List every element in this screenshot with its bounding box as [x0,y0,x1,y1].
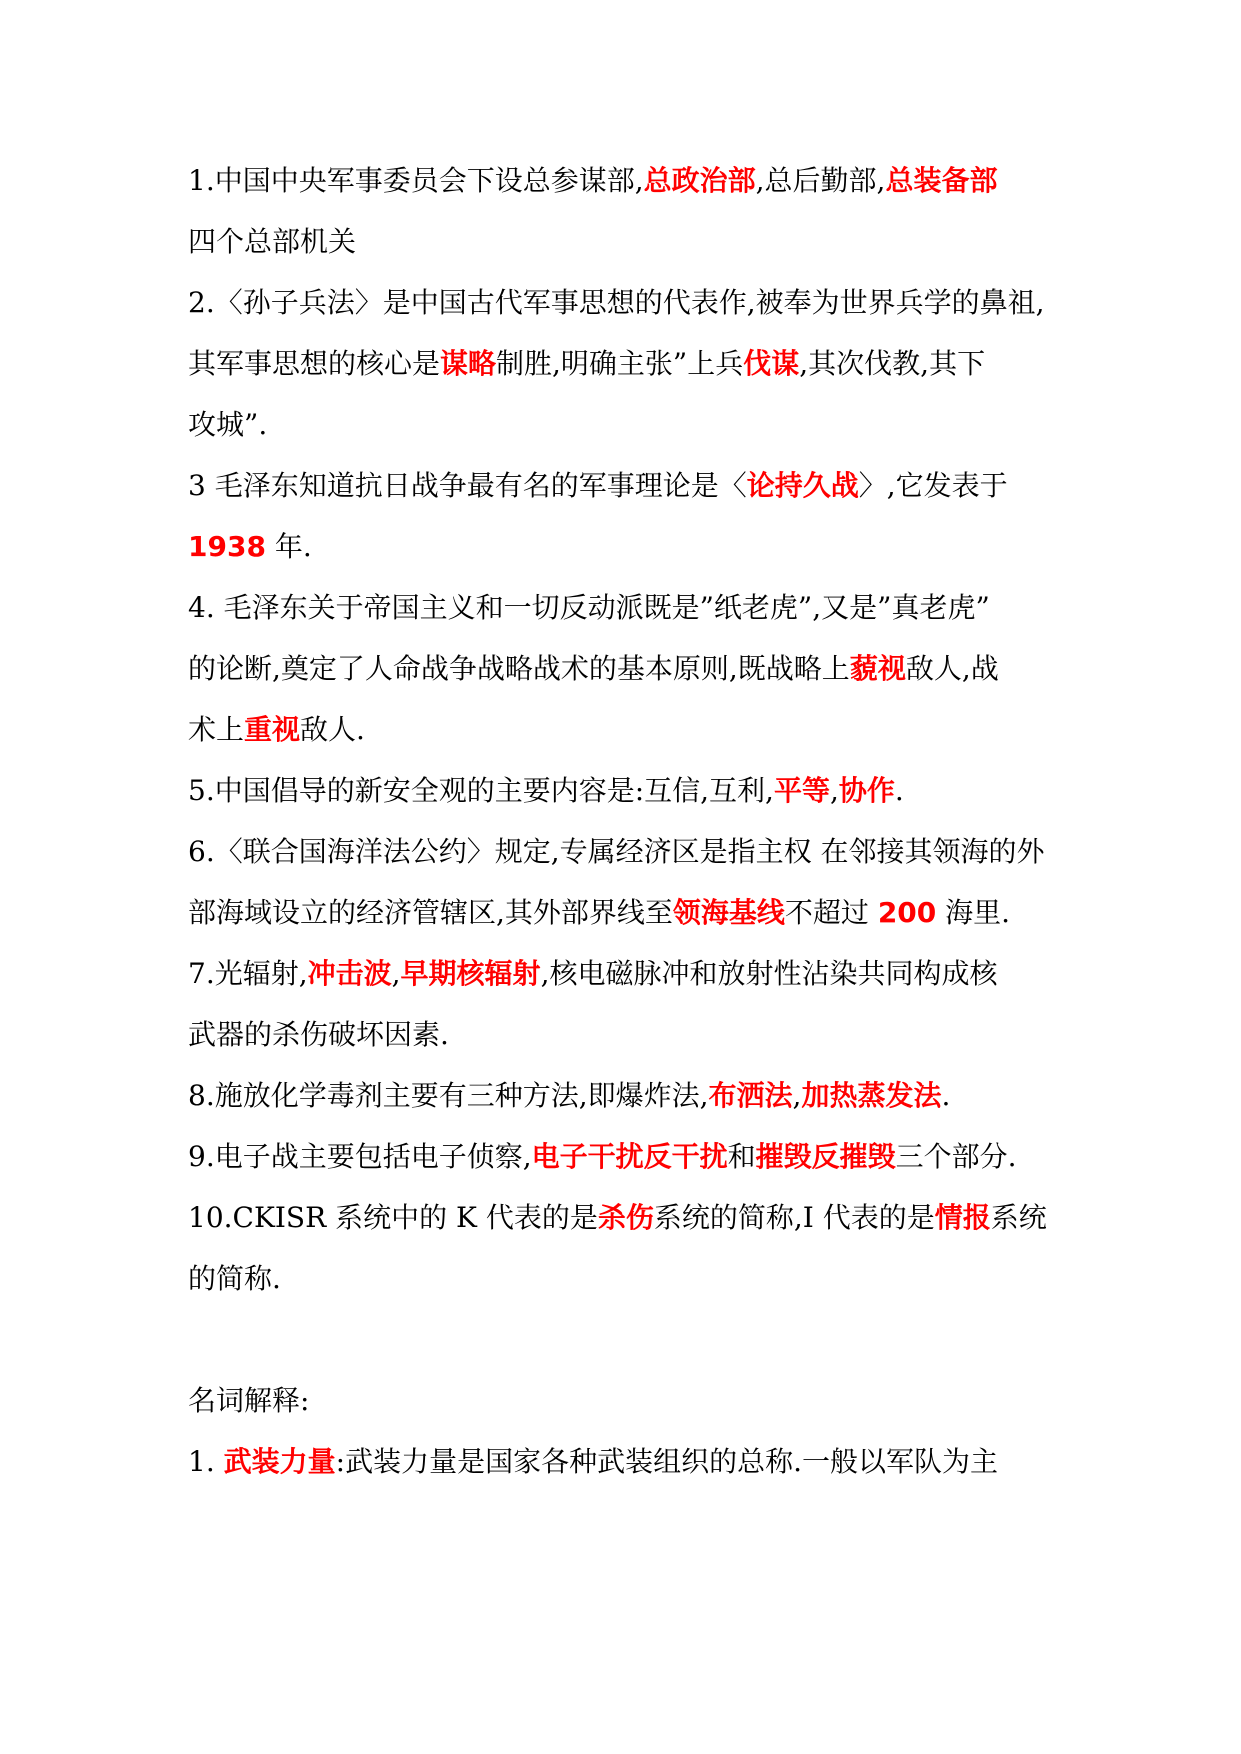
answer-highlight: 总政治部 [643,164,756,197]
section-gap [188,1309,1068,1370]
question-line [188,455,1068,516]
question-line [188,638,1068,699]
text-segment: 6.〈联合国海洋法公约〉规定,专属经济区是指主权 在邻接其领海的外 [188,835,1045,868]
text-segment: 海里. [936,896,1011,929]
answer-highlight: 武装力量 [223,1445,336,1478]
question-line [188,821,1068,882]
answer-highlight: 杀伤 [597,1201,654,1234]
question-line [188,1004,1068,1065]
text-segment: ,总后勤部, [755,164,886,197]
answer-highlight: 论持久战 [746,469,859,502]
text-segment: ,其次伐教,其下 [799,347,986,380]
text-segment: 系统的简称,I 代表的是 [653,1201,935,1234]
question-line [188,516,1068,577]
question-line [188,760,1068,821]
question-line [188,577,1068,638]
text-segment: 年. [265,530,312,563]
text-segment: 9.电子战主要包括电子侦察, [188,1140,532,1173]
text-segment: 8.施放化学毒剂主要有三种方法,即爆炸法, [188,1079,709,1112]
text-segment: , [391,957,401,990]
text-segment: . [894,774,904,807]
answer-highlight: 早期核辐射 [400,957,541,990]
text-segment: 的简称. [188,1262,281,1295]
answer-highlight: 200 [877,896,937,929]
question-line [188,1187,1068,1248]
text-segment: 1. [188,1445,224,1478]
text-segment: 武器的杀伤破坏因素. [188,1018,449,1051]
document-page [188,150,1068,1492]
question-line [188,150,1068,211]
text-segment: ,核电磁脉冲和放射性沾染共同构成核 [540,957,998,990]
text-segment: 的论断,奠定了人命战争战略战术的基本原则,既战略上 [188,652,850,685]
text-segment: 〉,它发表于 [858,469,1008,502]
question-list [188,150,1068,1309]
text-segment: 10.CKISR 系统中的 K 代表的是 [188,1201,598,1234]
text-segment: 敌人,战 [905,652,999,685]
answer-highlight: 协作 [838,774,895,807]
answer-highlight: 布洒法 [708,1079,793,1112]
text-segment: 术上 [188,713,245,746]
answer-highlight: 重视 [244,713,301,746]
text-segment: 2.〈孙子兵法〉是中国古代军事思想的代表作,被奉为世界兵学的鼻祖, [188,286,1045,319]
answer-highlight: 情报 [934,1201,991,1234]
question-line [188,211,1068,272]
text-segment: 攻城”. [188,408,268,441]
answer-highlight: 摧毁反摧毁 [755,1140,896,1173]
answer-highlight: 电子干扰反干扰 [531,1140,728,1173]
question-line [188,333,1068,394]
text-segment: 不超过 [784,896,878,929]
text-segment: 1.中国中央军事委员会下设总参谋部, [188,164,644,197]
text-segment: 7.光辐射, [188,957,308,990]
glossary-heading: 名词解释: [188,1384,310,1417]
text-segment: 制胜,明确主张”上兵 [496,347,744,380]
question-line [188,1065,1068,1126]
text-segment: 和 [727,1140,756,1173]
text-segment: 5.中国倡导的新安全观的主要内容是:互信,互利, [188,774,774,807]
glossary-item-line [188,1431,1068,1492]
text-segment: 部海域设立的经济管辖区,其外部界线至 [188,896,673,929]
glossary-list [188,1431,1068,1492]
text-segment: 3 毛泽东知道抗日战争最有名的军事理论是〈 [188,469,747,502]
question-line [188,882,1068,943]
answer-highlight: 平等 [773,774,830,807]
text-segment: , [792,1079,802,1112]
text-segment: 四个总部机关 [188,225,357,258]
text-segment: , [829,774,839,807]
text-segment: 4. 毛泽东关于帝国主义和一切反动派既是”纸老虎”,又是”真老虎” [188,591,990,624]
text-segment: 三个部分. [895,1140,1017,1173]
text-segment: . [941,1079,951,1112]
text-segment: :武装力量是国家各种武装组织的总称.一般以军队为主 [335,1445,998,1478]
text-segment: 其军事思想的核心是 [188,347,441,380]
answer-highlight: 伐谋 [743,347,800,380]
question-line [188,943,1068,1004]
answer-highlight: 1938 [188,530,266,563]
answer-highlight: 总装备部 [885,164,998,197]
question-line [188,699,1068,760]
question-line [188,394,1068,455]
question-line [188,1126,1068,1187]
question-line [188,1248,1068,1309]
text-segment: 敌人. [300,713,365,746]
question-line [188,272,1068,333]
answer-highlight: 谋略 [440,347,497,380]
answer-highlight: 冲击波 [307,957,392,990]
answer-highlight: 领海基线 [672,896,785,929]
answer-highlight: 藐视 [849,652,906,685]
text-segment: 系统 [990,1201,1047,1234]
answer-highlight: 加热蒸发法 [801,1079,942,1112]
